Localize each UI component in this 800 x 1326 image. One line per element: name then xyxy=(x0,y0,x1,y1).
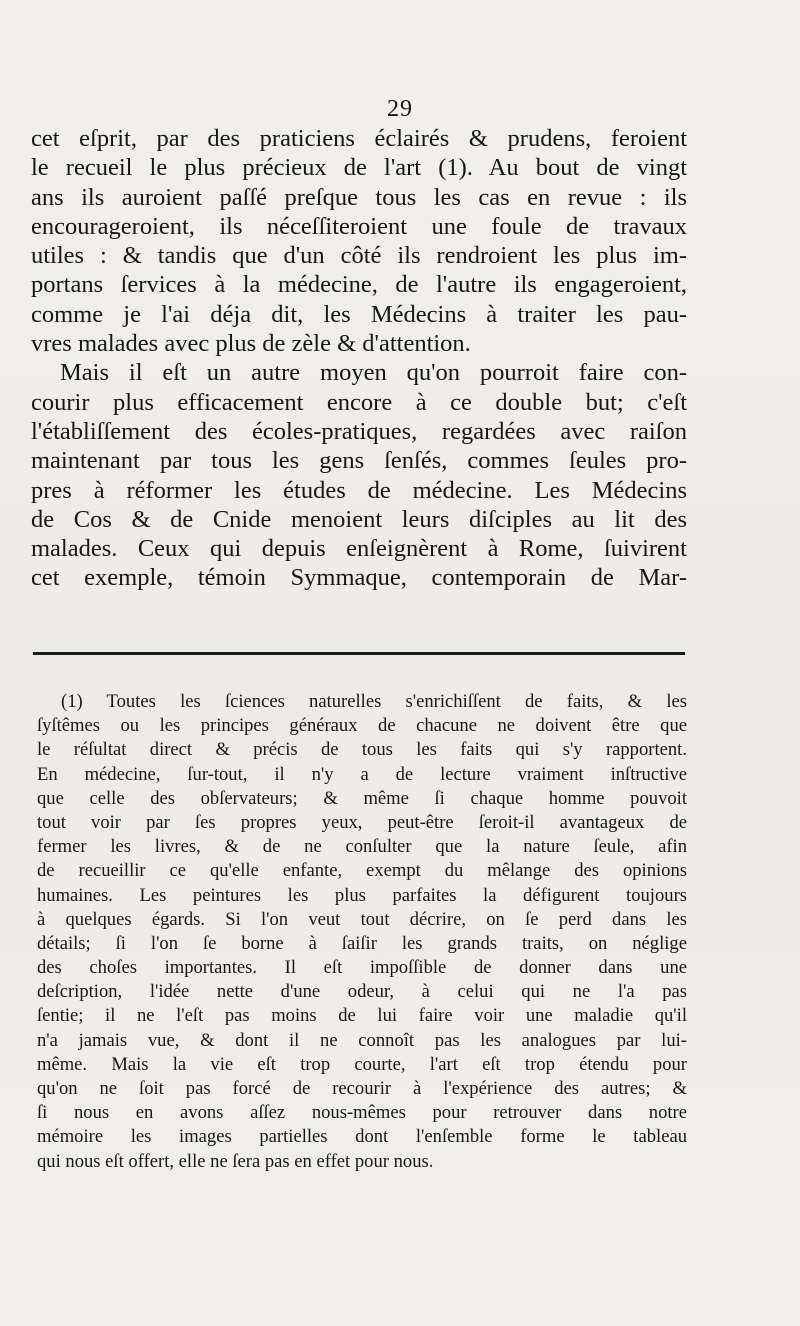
body-line: cet exemple, témoin Symmaque, contemporain de Mar- xyxy=(31,564,687,592)
footnote-line: de recueillir ce qu'elle enfante, exempt du mêlange des opinions xyxy=(37,860,687,882)
body-line: portans ſervices à la médecine, de l'autre ils engageroient, xyxy=(31,271,687,299)
body-text xyxy=(31,124,687,593)
footnote-line: ſyſtêmes ou les principes généraux de chacune ne doivent être que xyxy=(37,715,687,737)
footnote-line: ſi nous en avons aſſez nous-mêmes pour retrouver dans notre xyxy=(37,1102,687,1124)
body-line: l'établiſſement des écoles-pratiques, regardées avec raiſon xyxy=(31,417,687,445)
footnote-line: à quelques égards. Si l'on veut tout décrire, on ſe perd dans les xyxy=(37,908,687,930)
body-line: Mais il eſt un autre moyen qu'on pourroit faire con- xyxy=(60,359,687,387)
body-line: cet eſprit, par des praticiens éclairés & prudens, feroient xyxy=(31,125,687,152)
footnote-line: des choſes importantes. Il eſt impoſſible de donner dans une xyxy=(37,957,687,979)
body-line: courir plus efficacement encore à ce double but; c'eſt xyxy=(31,388,687,416)
footnote-rule xyxy=(33,652,685,655)
footnote-line: mémoire les images partielles dont l'enſemble forme le tableau xyxy=(37,1126,687,1148)
footnote xyxy=(37,690,687,1174)
footnote-line: même. Mais la vie eſt trop courte, l'art eſt trop étendu pour xyxy=(37,1053,687,1075)
body-line: le recueil le plus précieux de l'art (1). Au bout de vingt xyxy=(31,154,687,182)
footnote-line: fermer les livres, & de ne conſulter que la nature ſeule, afin xyxy=(37,836,687,858)
footnote-line: humaines. Les peintures les plus parfaites la défigurent toujours xyxy=(37,884,687,906)
footnote-line: En médecine, ſur-tout, il n'y a de lecture vraiment inſtructive xyxy=(37,763,687,785)
body-line: pres à réformer les études de médecine. Les Médecins xyxy=(31,476,687,504)
footnote-line: le réſultat direct & précis de tous les faits qui s'y rapportent. xyxy=(37,739,687,761)
body-line: malades. Ceux qui depuis enſeignèrent à Rome, ſuivirent xyxy=(31,535,687,563)
footnote-line: tout voir par ſes propres yeux, peut-être ſeroit-il avantageux de xyxy=(37,811,687,833)
body-line: utiles : & tandis que d'un côté ils rendroient les plus im- xyxy=(31,242,687,270)
footnote-line: n'a jamais vue, & dont il ne connoît pas les analogues par lui- xyxy=(37,1029,687,1051)
footnote-line: que celle des obſervateurs; & même ſi chaque homme pouvoit xyxy=(37,787,687,809)
body-line: maintenant par tous les gens ſenſés, commes ſeules pro- xyxy=(31,447,687,475)
body-line: vres malades avec plus de zèle & d'attention. xyxy=(31,330,471,358)
page-number: 29 xyxy=(387,96,413,122)
footnote-line: ſentie; il ne l'eſt pas moins de lui faire voir une maladie qu'il xyxy=(37,1005,687,1027)
footnote-line: deſcription, l'idée nette d'une odeur, à celui qui ne l'a pas xyxy=(37,981,687,1003)
footnote-line: (1) Toutes les ſciences naturelles s'enrichiſſent de faits, & les xyxy=(61,691,687,712)
body-line: de Cos & de Cnide menoient leurs diſciples au lit des xyxy=(31,505,687,533)
body-line: ans ils auroient paſſé preſque tous les cas en revue : ils xyxy=(31,183,687,211)
body-line: encourageroient, ils néceſſiteroient une foule de travaux xyxy=(31,212,687,240)
body-line: comme je l'ai déja dit, les Médecins à traiter les pau- xyxy=(31,300,687,328)
footnote-line: qui nous eſt offert, elle ne ſera pas en effet pour nous. xyxy=(37,1150,434,1172)
footnote-line: qu'on ne ſoit pas forcé de recourir à l'expérience des autres; & xyxy=(37,1078,687,1099)
footnote-line: détails; ſi l'on ſe borne à ſaiſir les grands traits, on néglige xyxy=(37,932,687,954)
